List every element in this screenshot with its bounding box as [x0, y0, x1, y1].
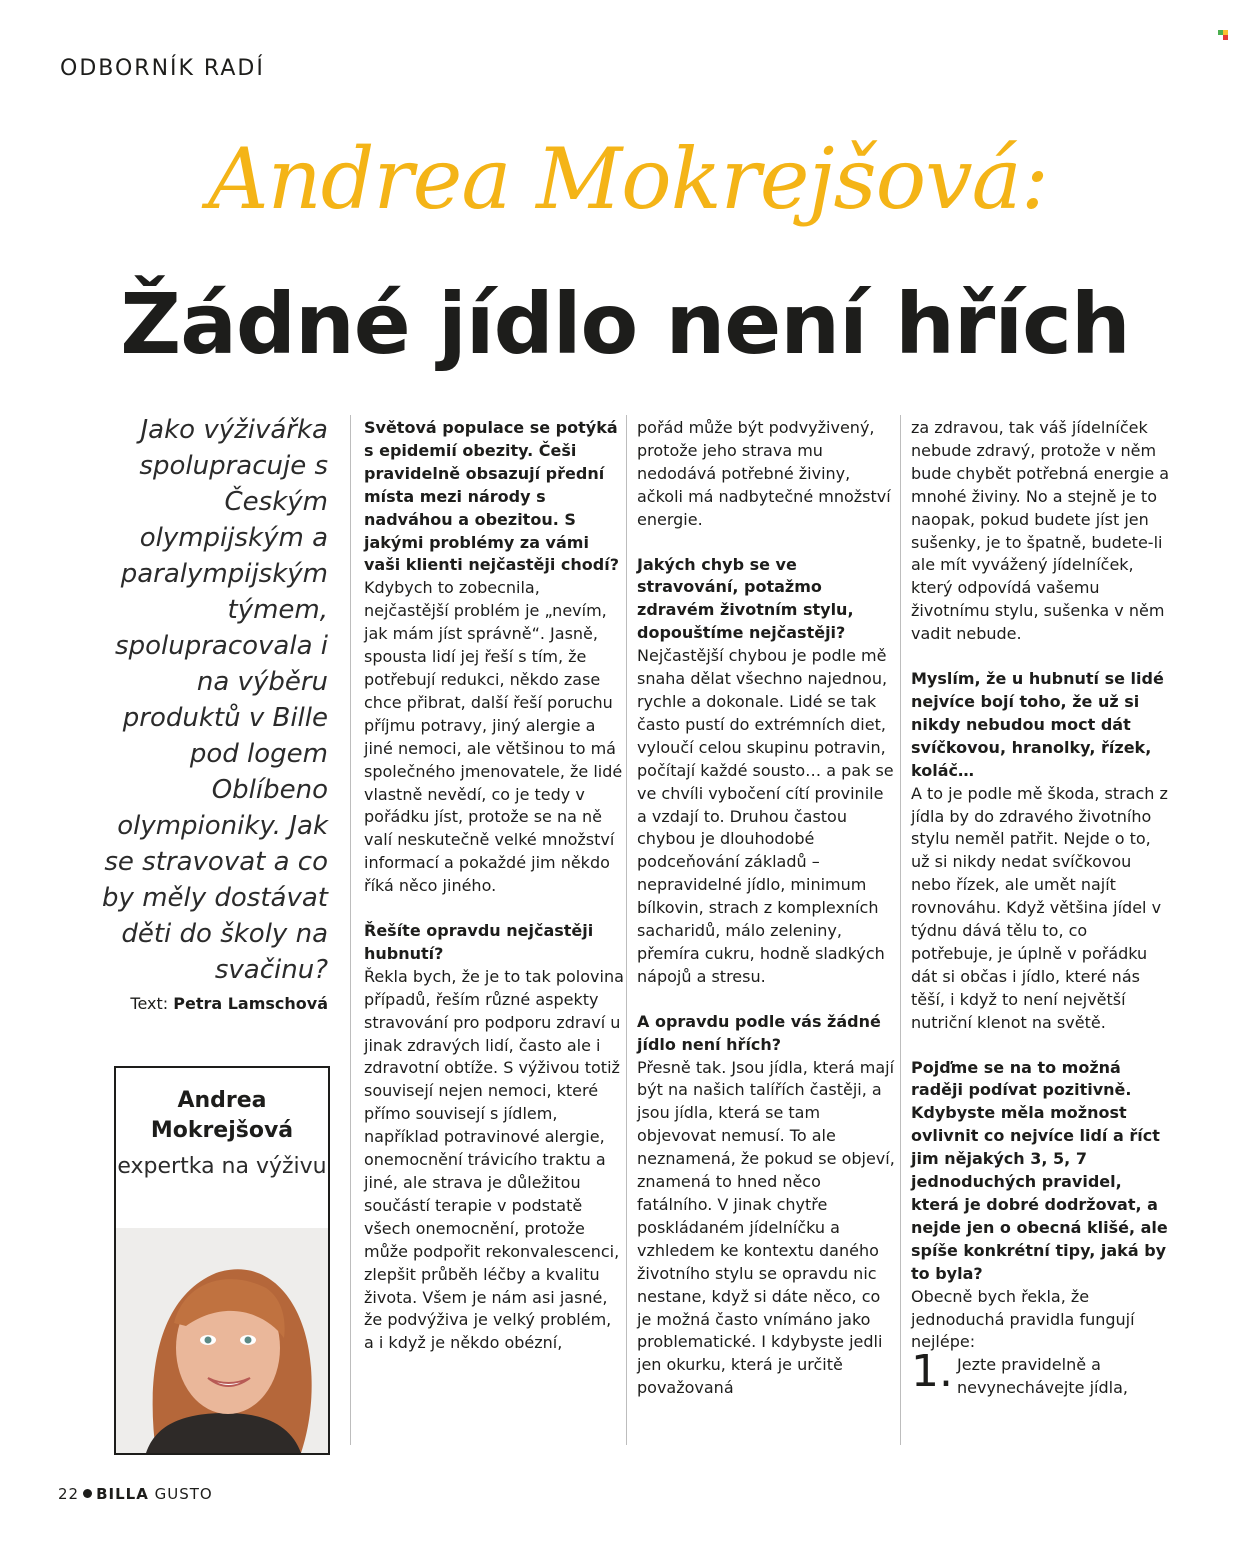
interview-question: Myslím, že u hubnutí se lidé nejvíce bojí toho, že už si nikdy nebudou moct dát svíčkovou, hranolky, řízek, koláč…	[911, 669, 1164, 780]
interview-answer: Obecně bych řekla, že jednoduchá pravidla fungují nejlépe:	[911, 1286, 1135, 1352]
portrait-photo	[116, 1228, 328, 1453]
credit-label: Text:	[130, 994, 169, 1013]
interview-question: A opravdu podle vás žádné jídlo není hřích?	[637, 1011, 881, 1054]
interview-answer: Kdybych to zobecnila, nejčastější problém je „nevím, jak mám jíst správně“. Jasně, spousta lidí jej řeší s tím, že potřebují redukci, někdo zase chce přibrat, další řeší poruchu příjmu potravy, jiný alergie a jiné nemoci, ale většinou to má společného jmenovatele, že lidé vlastně nevědí, co je tedy v pořádku jíst, protože se na ně valí neskutečně velké množství informací a pokaždé jim někdo říká něco jiného.	[364, 578, 623, 896]
section-label: ODBORNÍK RADÍ	[60, 56, 265, 81]
profile-role: expertka na výživu	[117, 1154, 327, 1179]
headline-script-name: Andrea Mokrejšová:	[207, 130, 1049, 228]
column-rule	[900, 415, 901, 1445]
interview-answer: Řekla bych, že je to tak polovina případů, řeším různé aspekty stravování pro podporu zdraví u jinak zdravých lidí, často ale i zdravotní obtíže. S výživou totiž souvisejí nejen nemoci, které přímo souvisejí s jídlem, například potravinové alergie, onemocnění trávicího traktu a jiné, ale strava je důležitou součástí terapie v podstatě všech onemocnění, protože může podpořit rekonvalescenci, zlepšit průběh léčby a kvalitu života. Všem je nám asi jasné, že podvýživa je velký problém, a i když je někdo obézní,	[364, 966, 624, 1353]
interview-answer: A to je podle mě škoda, strach z jídla by do zdravého životního stylu neměl patřit. Nejde o to, už si nikdy nedat svíčkovou nebo řízek, ale umět najít rovnováhu. Když většina jídel v týdnu dává tělu to, co potřebuje, je úplně v pořádku dát si občas i jídlo, které nás těší, i když to není největší nutriční klenot na světě.	[911, 783, 1168, 1032]
footer-magazine: GUSTO	[154, 1485, 213, 1503]
interview-answer: pořád může být podvyživený, protože jeho strava mu nedodává potřebné živiny, ačkoli má nadbytečné množství energie.	[637, 418, 891, 529]
text-column-1	[364, 417, 626, 1355]
intro-lead: Jako výživářka spolupracuje s Českým olympijským a paralympijským týmem, spolupracovala i na výběru produktů v Bille pod logem Oblíbeno olympioniky. Jak se stravovat a co by měly dostávat děti do školy na svačinu?	[102, 415, 328, 985]
interview-question: Pojďme se na to možná raději podívat pozitivně. Kdybyste měla možnost ovlivnit co nejvíce lidí a říct jim nějakých 3, 5, 7 jednoduchých pravidel, která je dobré dodržovat, a nejde jen o obecná klišé, ale spíše konkrétní tipy, jaká by to byla?	[911, 1057, 1168, 1283]
interview-answer: Nejčastější chybou je podle mě snaha dělat všechno najednou, rychle a dokonale. Lidé se tak často pustí do extrémních diet, vyloučí celou skupinu potravin, počítají každé sousto… a pak se ve chvíli vybočení cítí provinile a vzdají to. Druhou častou chybou je dlouhodobé podceňování základů – nepravidelné jídlo, minimum bílkovin, strach z komplexních sacharidů, málo zeleniny, přemíra cukru, hodně sladkých nápojů a stresu.	[637, 646, 894, 986]
page-number: 22	[58, 1485, 80, 1503]
interview-question: Řešíte opravdu nejčastěji hubnutí?	[364, 921, 594, 963]
page-footer	[58, 1485, 213, 1503]
profile-box	[114, 1066, 330, 1455]
headline-title: Žádné jídlo není hřích	[120, 275, 1130, 373]
footer-brand: BILLA	[96, 1485, 149, 1503]
interview-answer: za zdravou, tak váš jídelníček nebude zdravý, protože v něm bude chybět potřebná energie a mnohé živiny. No a stejně je to naopak, pokud budete jíst jen sušenky, je to špatně, budete-li ale mít vyvážený jídelníček, který odpovídá vašemu životnímu stylu, sušenka v něm vadit nebude.	[911, 418, 1170, 644]
column-rule	[626, 415, 627, 1445]
bullet-dot-icon	[83, 1489, 92, 1498]
text-column-3	[911, 417, 1171, 1400]
tip-number: 1.	[911, 1346, 953, 1398]
numbered-tip	[911, 1346, 1171, 1400]
column-rule	[350, 415, 351, 1445]
interview-answer: Přesně tak. Jsou jídla, která mají být na našich talířích častěji, a jsou jídla, která se tam objevovat nemusí. To ale neznamená, že pokud se objeví, znamená to hned něco fatálního. V jinak chytře poskládaném jídelníčku a vzhledem ke kontextu daného životního stylu se opravdu nic nestane, když si dáte něco, co je možná často vnímáno jako problematické. I kdybyste jedli jen okurku, která je určitě považovaná	[637, 1057, 895, 1398]
tip-text: Jezte pravidelně a nevynechávejte jídla,	[957, 1355, 1128, 1398]
text-column-2	[637, 417, 897, 1400]
portrait-illustration	[116, 1228, 328, 1453]
credit-author: Petra Lamschová	[173, 994, 328, 1013]
author-credit	[100, 994, 328, 1013]
corner-mark-icon	[1218, 30, 1228, 40]
profile-name: Andrea Mokrejšová	[150, 1088, 294, 1143]
interview-question: Světová populace se potýká s epidemií obezity. Češi pravidelně obsazují přední místa mezi národy s nadváhou a obezitou. S jakými problémy za vámi vaši klienti nejčastěji chodí?	[364, 418, 620, 575]
interview-question: Jakých chyb se ve stravování, potažmo zdravém životním stylu, dopouštíme nejčastěji?	[637, 554, 854, 643]
